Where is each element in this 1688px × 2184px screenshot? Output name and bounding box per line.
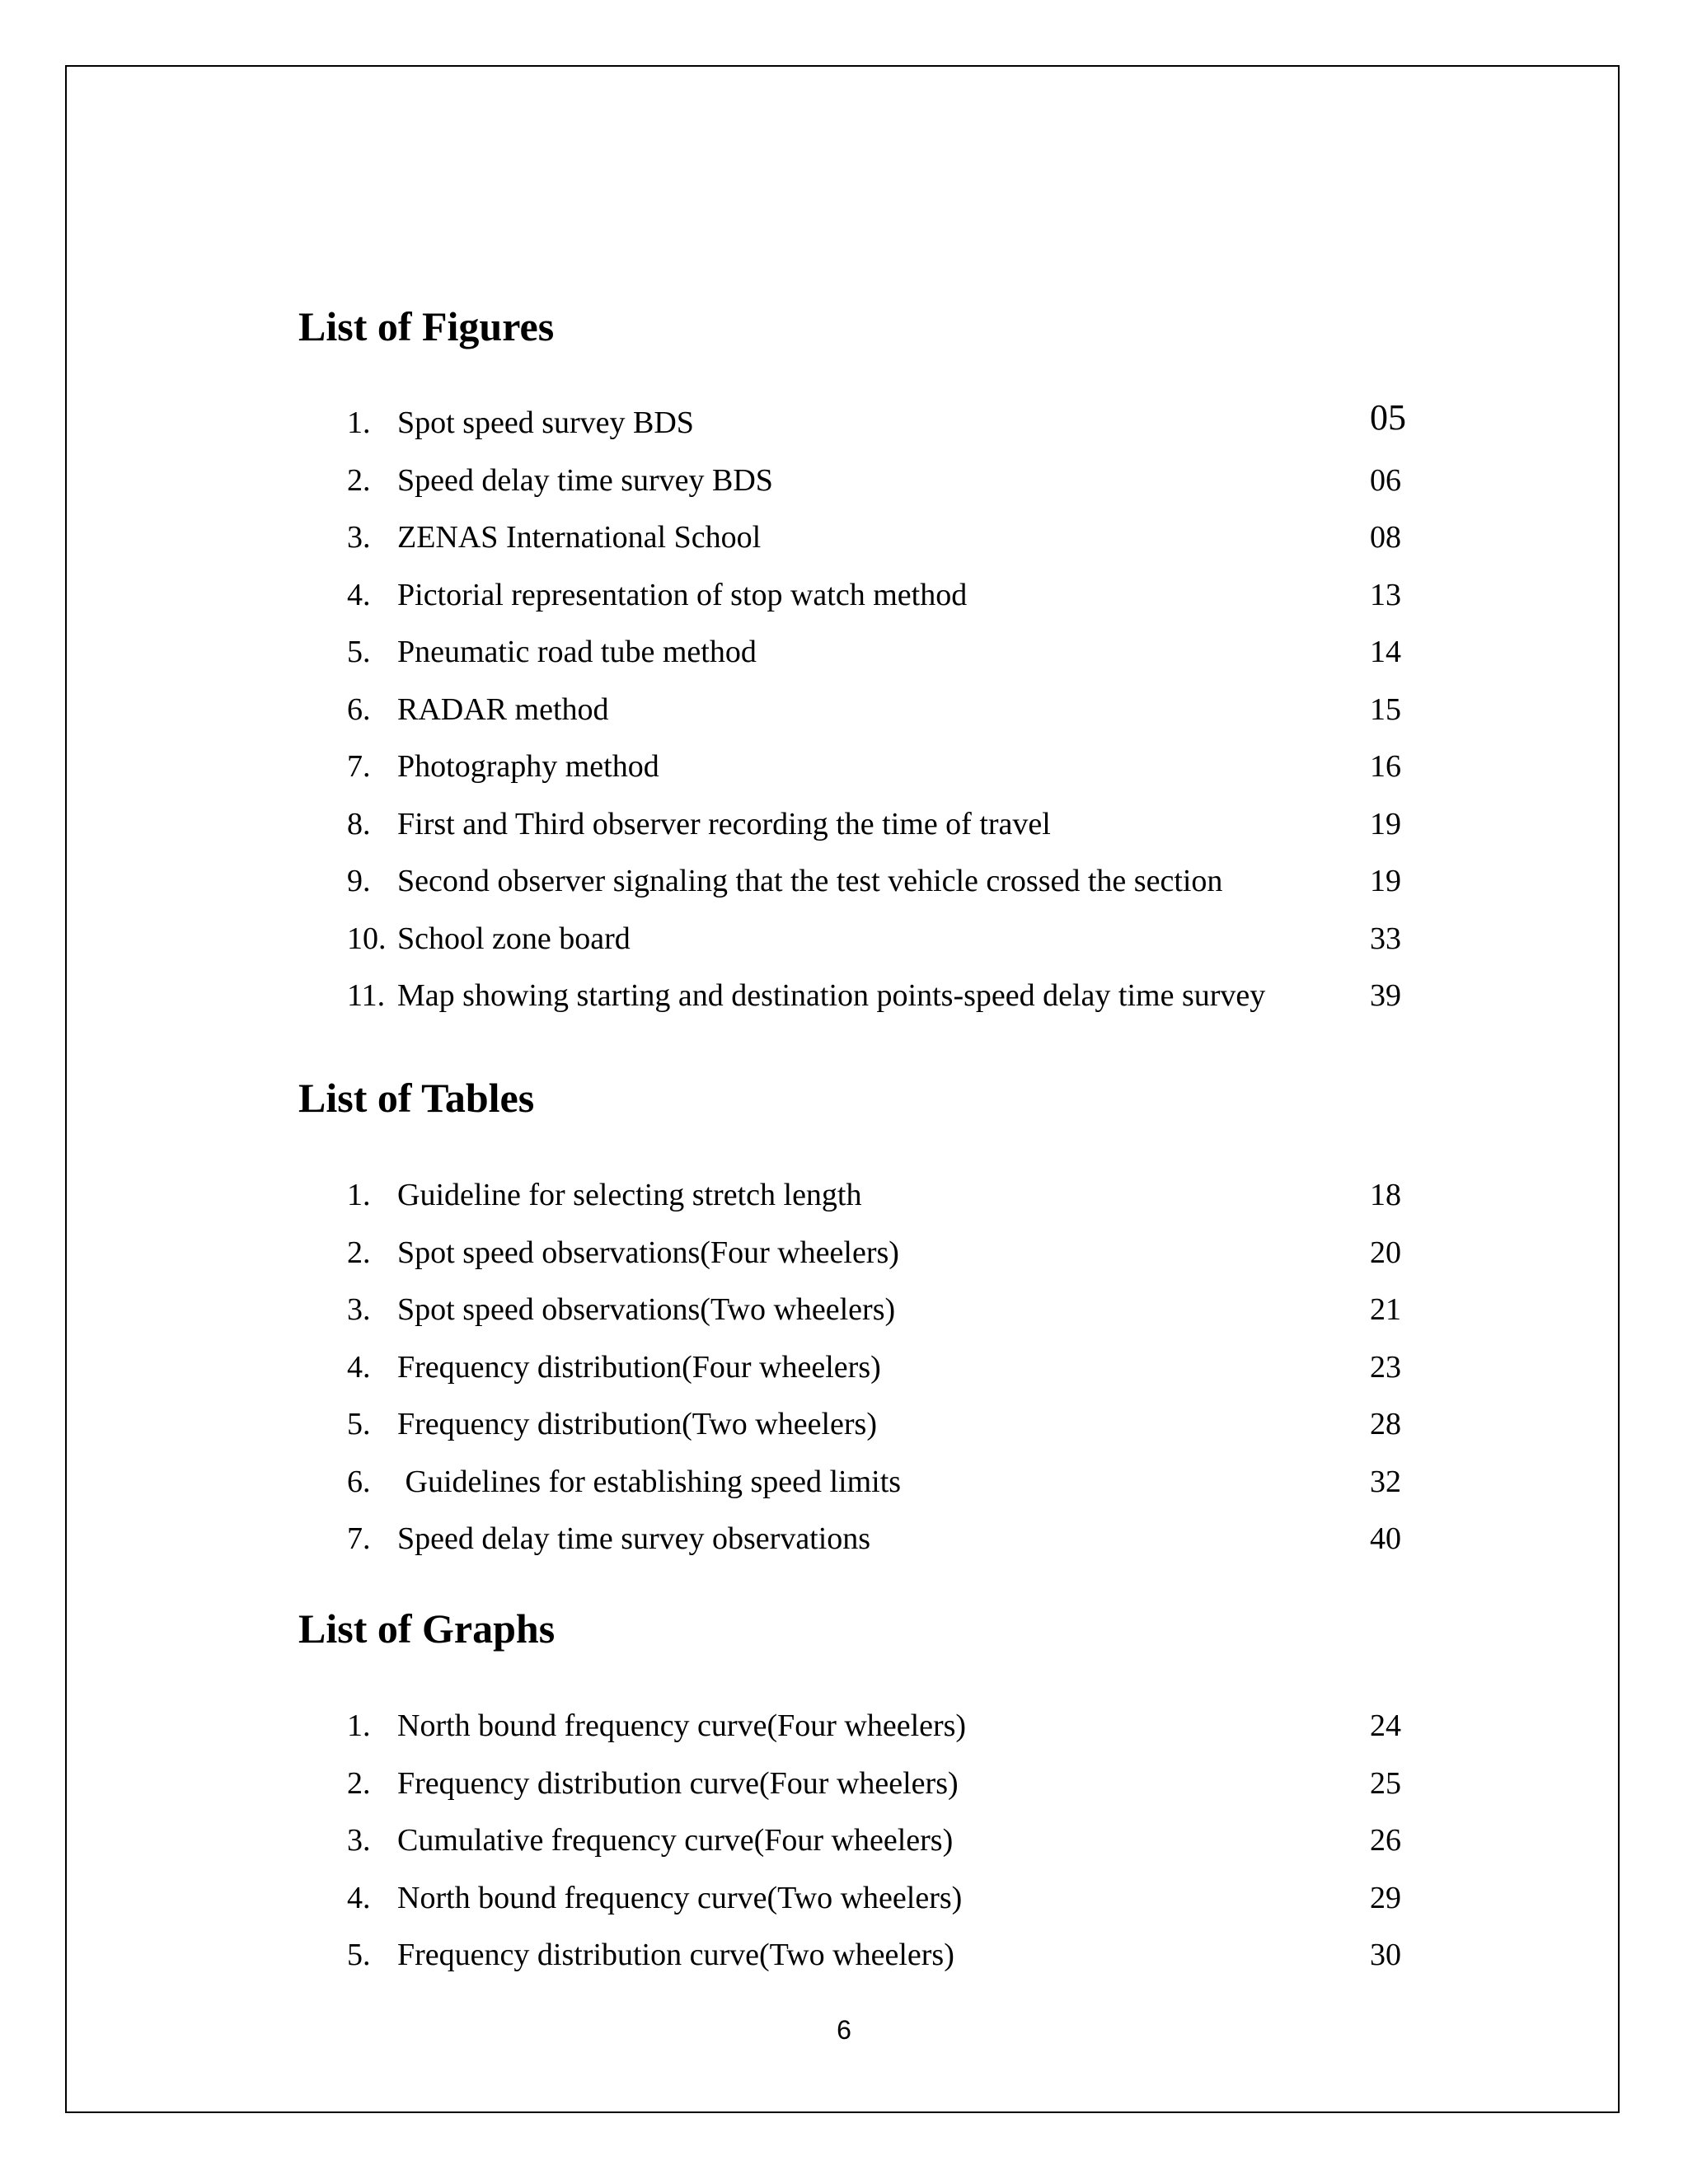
entry-number: 1. (347, 1178, 371, 1212)
entry-page: 28 (1370, 1407, 1401, 1441)
entry-title: Guideline for selecting stretch length (397, 1178, 862, 1212)
entry-title: School zone board (397, 921, 631, 956)
list-item (298, 1938, 1436, 1996)
entry-page: 20 (1370, 1235, 1401, 1270)
entry-page: 05 (1370, 397, 1406, 438)
list-item (298, 693, 1436, 751)
list-item (298, 635, 1436, 693)
entry-number: 4. (347, 577, 371, 612)
list-item (298, 397, 1436, 464)
entry-number: 7. (347, 1521, 371, 1556)
list-of-tables-section (298, 1075, 1436, 1580)
entry-page: 23 (1370, 1349, 1401, 1385)
entry-title: Spot speed observations(Two wheelers) (397, 1292, 896, 1327)
entry-title: Frequency distribution curve(Four wheelers) (397, 1765, 959, 1801)
list-of-graphs-section (298, 1605, 1436, 1996)
entry-number: 6. (347, 1464, 371, 1499)
entry-title: Pneumatic road tube method (397, 635, 757, 669)
entry-page: 33 (1370, 921, 1401, 956)
entry-title: Frequency distribution(Four wheelers) (397, 1349, 881, 1385)
entry-title: Guidelines for establishing speed limits (397, 1464, 902, 1499)
list-item (298, 1351, 1436, 1408)
section-title-tables: List of Tables (298, 1075, 535, 1121)
entry-number: 9. (347, 864, 371, 898)
entry-number: 3. (347, 520, 371, 555)
entry-page: 14 (1370, 635, 1401, 669)
entry-title: North bound frequency curve(Four wheelers) (397, 1708, 967, 1743)
entry-title: Cumulative frequency curve(Four wheelers) (397, 1823, 954, 1858)
entry-page: 08 (1370, 520, 1401, 555)
list-item (298, 979, 1436, 1037)
entry-number: 5. (347, 635, 371, 669)
entry-title: Pictorial representation of stop watch method (397, 577, 968, 612)
entry-page: 39 (1370, 978, 1401, 1013)
entry-page: 13 (1370, 577, 1401, 612)
entry-number: 8. (347, 806, 371, 841)
entry-number: 10. (347, 921, 387, 956)
entry-number: 5. (347, 1938, 371, 1972)
entry-number: 3. (347, 1823, 371, 1858)
entry-title: North bound frequency curve(Two wheelers) (397, 1880, 963, 1915)
section-title-graphs: List of Graphs (298, 1605, 556, 1652)
entry-number: 3. (347, 1292, 371, 1327)
list-item (298, 1522, 1436, 1580)
list-of-figures-section (298, 303, 1436, 1037)
list-item (298, 865, 1436, 922)
entry-page: 32 (1370, 1464, 1401, 1499)
entry-page: 24 (1370, 1708, 1401, 1743)
entry-number: 2. (347, 1235, 371, 1270)
entry-number: 1. (347, 1708, 371, 1743)
entry-title: Speed delay time survey BDS (397, 462, 773, 498)
list-item (298, 1882, 1436, 1939)
figures-list (298, 397, 1436, 1037)
page-number: 6 (837, 2015, 851, 2045)
list-item (298, 750, 1436, 808)
list-item (298, 579, 1436, 636)
list-item (298, 808, 1436, 865)
entry-title: Spot speed observations(Four wheelers) (397, 1235, 899, 1270)
entry-number: 4. (347, 1349, 371, 1385)
entry-number: 4. (347, 1880, 371, 1915)
entry-title: Spot speed survey BDS (397, 405, 694, 440)
entry-title: ZENAS International School (397, 520, 762, 555)
list-item (298, 1767, 1436, 1825)
entry-title: Frequency distribution curve(Two wheelers) (397, 1938, 954, 1972)
entry-title: Photography method (397, 749, 659, 784)
entry-page: 19 (1370, 806, 1401, 841)
entry-page: 25 (1370, 1765, 1401, 1801)
list-item (298, 1408, 1436, 1465)
graphs-list (298, 1709, 1436, 1996)
list-item (298, 1824, 1436, 1882)
entry-number: 1. (347, 405, 371, 440)
entry-page: 40 (1370, 1521, 1401, 1556)
entry-number: 7. (347, 749, 371, 784)
entry-page: 15 (1370, 691, 1401, 727)
entry-page: 06 (1370, 462, 1401, 498)
list-item (298, 1179, 1436, 1236)
entry-number: 2. (347, 1765, 371, 1801)
section-title-figures: List of Figures (298, 303, 555, 349)
list-item (298, 922, 1436, 980)
list-item (298, 1465, 1436, 1523)
entry-number: 2. (347, 462, 371, 498)
entry-title: Second observer signaling that the test vehicle crossed the section (397, 864, 1223, 898)
entry-number: 11. (347, 978, 386, 1013)
list-item (298, 1709, 1436, 1767)
entry-page: 26 (1370, 1823, 1401, 1858)
list-item (298, 1236, 1436, 1294)
entry-page: 30 (1370, 1938, 1401, 1972)
entry-page: 19 (1370, 864, 1401, 898)
list-item (298, 1293, 1436, 1351)
entry-number: 5. (347, 1407, 371, 1441)
tables-list (298, 1179, 1436, 1580)
entry-title: Speed delay time survey observations (397, 1521, 871, 1556)
entry-number: 6. (347, 691, 371, 727)
list-item (298, 464, 1436, 522)
entry-page: 16 (1370, 749, 1401, 784)
entry-page: 18 (1370, 1178, 1401, 1212)
list-item (298, 521, 1436, 579)
entry-page: 29 (1370, 1880, 1401, 1915)
entry-title: Frequency distribution(Two wheelers) (397, 1407, 877, 1441)
entry-title: First and Third observer recording the time of travel (397, 806, 1051, 841)
entry-page: 21 (1370, 1292, 1401, 1327)
entry-title: RADAR method (397, 691, 609, 727)
entry-title: Map showing starting and destination points-speed delay time survey (397, 978, 1266, 1013)
